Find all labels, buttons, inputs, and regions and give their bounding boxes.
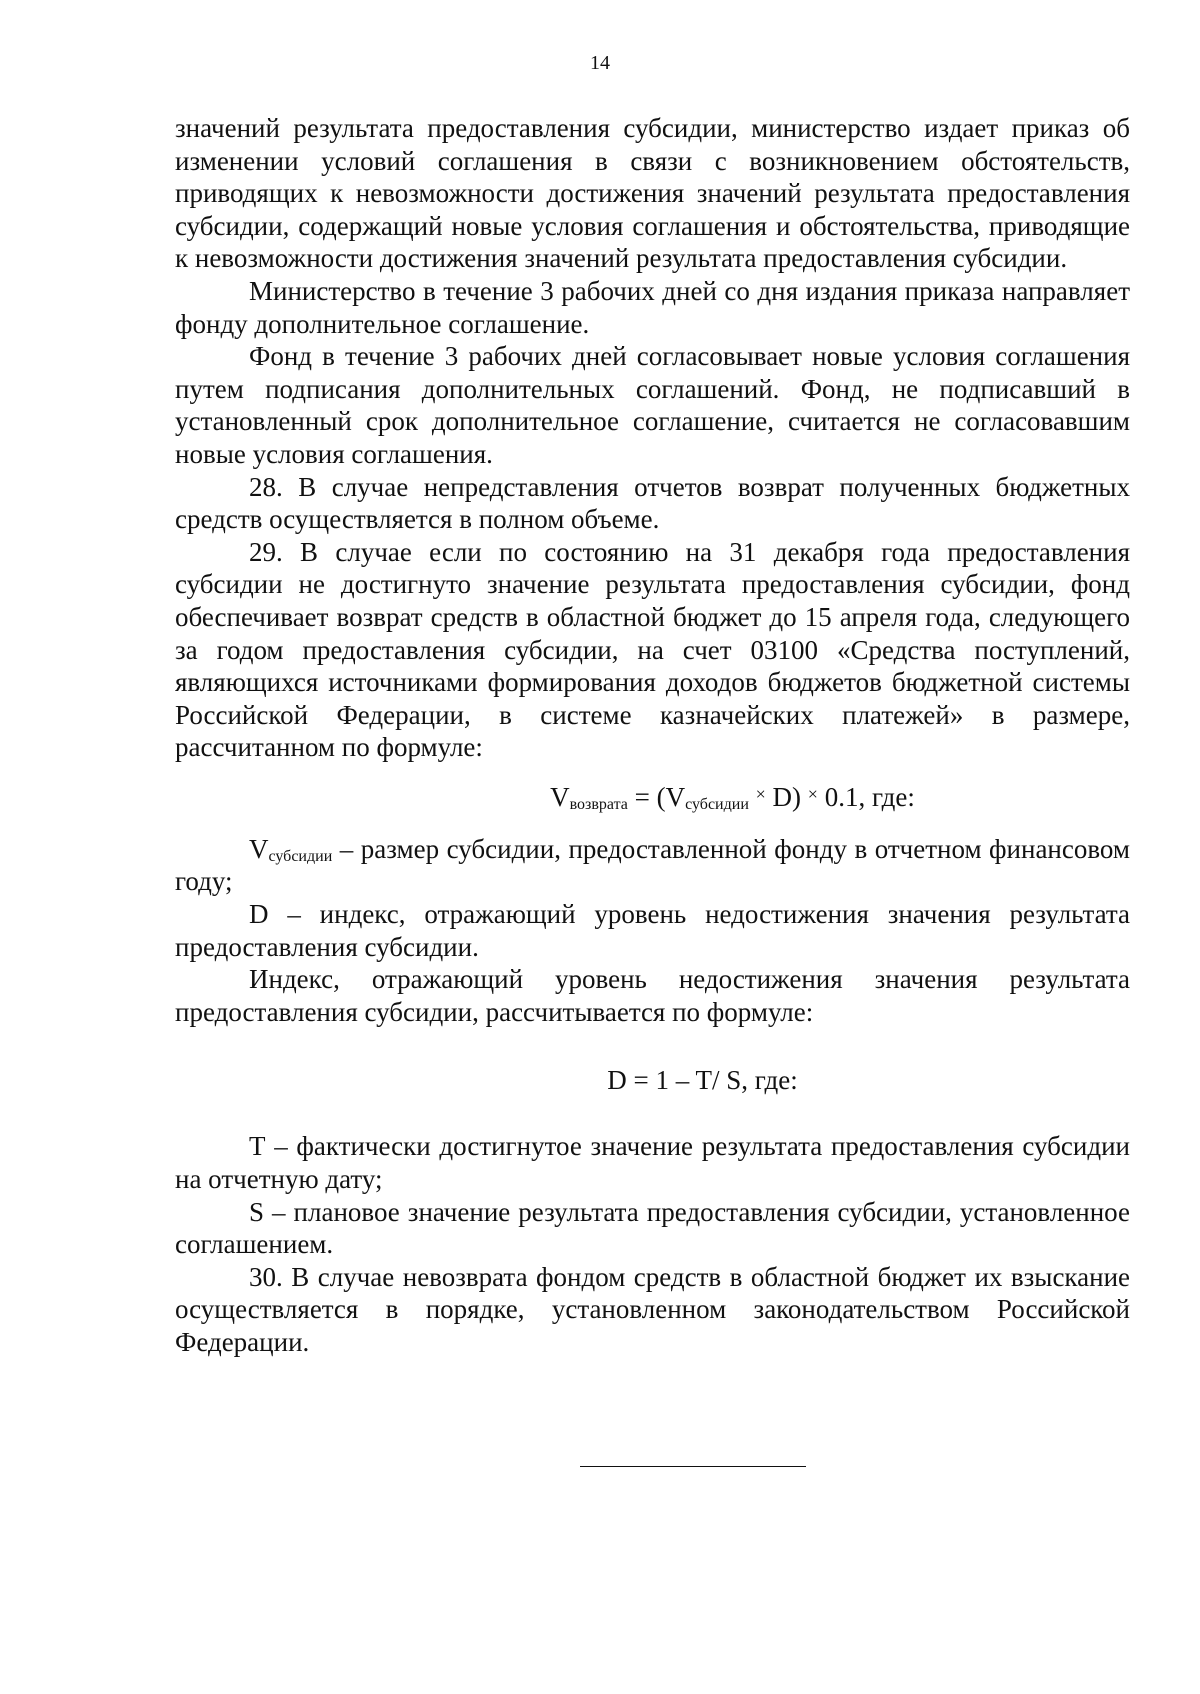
paragraph-s-definition: S – плановое значение результата предоставления субсидии, установленное соглашением. (175, 1196, 1130, 1260)
formula-times-2: × (807, 783, 818, 804)
page-number: 14 (590, 52, 610, 74)
paragraph-d-definition: D – индекс, отражающий уровень недостижения значения результата предоставления субсидии. (175, 899, 1130, 962)
formula-v: V (550, 781, 570, 812)
paragraph-t-definition: Т – фактически достигнутое значение результата предоставления субсидии на отчетную дату; (175, 1131, 1130, 1195)
index-formula: D = 1 – T/ S, где: (607, 1065, 798, 1096)
formula-tail: 0.1, где: (817, 781, 915, 812)
formula-sub-subsidy: субсидии (685, 795, 749, 813)
document-body (175, 112, 1130, 1359)
v-subsidy-text: – размер субсидии, предоставленной фонду в отчетном финансовом году; (175, 833, 1130, 897)
paragraph-v-subsidy-definition (175, 833, 1130, 898)
paragraph-index-intro: Индекс, отражающий уровень недостижения значения результата предоставления субсидии, рассчитывается по формуле: (175, 964, 1130, 1027)
end-of-document-rule (580, 1466, 806, 1467)
formula-d-close: D) (765, 781, 802, 812)
paragraph-fund-agreement: Фонд в течение 3 рабочих дней согласовывает новые условия соглашения путем подписания дополнительных соглашений. Фонд, не подписавший в установленный срок дополнительное соглашение, считается не согласовавшим новые условия соглашения. (175, 341, 1130, 469)
formula-times-1: × (755, 783, 766, 804)
paragraph-clause-28: 28. В случае непредставления отчетов возврат полученных бюджетных средств осуществляется в полном объеме. (175, 471, 1130, 535)
v-subsidy-var: V (249, 833, 269, 864)
paragraph-ministry-notice: Министерство в течение 3 рабочих дней со дня издания приказа направляет фонду дополнительное соглашение. (175, 275, 1130, 339)
formula-eq-open: = (V (627, 781, 686, 812)
formula-sub-return: возврата (569, 795, 628, 813)
v-subsidy-sub: субсидии (268, 847, 333, 865)
paragraph-clause-29: 29. В случае если по состоянию на 31 декабря года предоставления субсидии не достигнуто значение результата предоставления субсидии, фонд обеспечивает возврат средств в областной бюджет до 15 апреля года, следующего за годом предоставления субсидии, на счет 03100 «Средства поступлений, являющихся источниками формирования доходов бюджетов бюджетной системы Российской Федерации, в системе казначейских платежей» в размере, рассчитанном по формуле: (175, 536, 1130, 763)
paragraph-continuation: значений результата предоставления субсидии, министерство издает приказ об изменении условий соглашения в связи с возникновением обстоятельств, приводящих к невозможности достижения значений результата предоставления субсидии, содержащий новые условия соглашения и обстоятельства, приводящие к невозможности достижения значений результата предоставления субсидии. (175, 113, 1130, 274)
return-formula (175, 778, 1130, 813)
paragraph-clause-30: 30. В случае невозврата фондом средств в областной бюджет их взыскание осуществляется в порядке, установленном законодательством Российской Федерации. (175, 1261, 1130, 1357)
